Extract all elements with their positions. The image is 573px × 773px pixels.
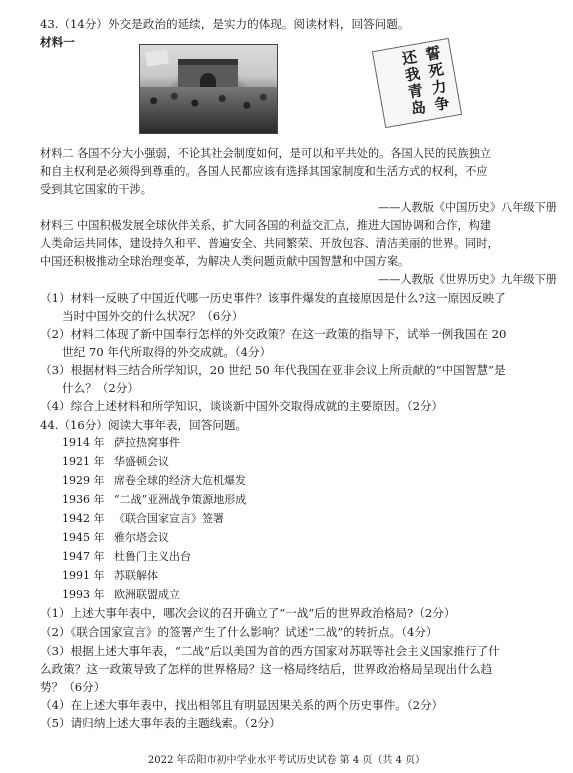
- q43-2-line1: （2）材料二体现了新中国奉行怎样的外交政策？在这一政策的指导下，试举一例我国在 20: [40, 327, 507, 341]
- timeline-row: [62, 569, 158, 582]
- q43-1-line2: 当时中国外交的什么状况？（6分）: [62, 309, 244, 323]
- timeline-year: 1936 年: [62, 493, 105, 506]
- q44-2: （2）《联合国家宣言》的签署产生了什么影响？试述“二战”的转折点。（4分）: [40, 625, 438, 639]
- photo-banner: [145, 50, 169, 67]
- m2-line1: 材料二 各国不分大小强弱，不论其社会制度如何，是可以和平共处的。各国人民的民族独立: [40, 147, 492, 160]
- q43-header: 43.（14分）外交是政治的延续，是实力的体现。阅读材料，回答问题。: [40, 17, 410, 31]
- timeline-row: [62, 588, 180, 601]
- q44-header: 44.（16分）阅读大事年表，回答问题。: [40, 418, 248, 432]
- timeline-event: 《联合国家宣言》签署: [114, 512, 224, 525]
- timeline-year: 1945 年: [62, 531, 105, 544]
- timeline-year: 1991 年: [62, 569, 105, 582]
- m2-line3: 受到其它国家的干涉。: [40, 183, 152, 196]
- timeline-row: [62, 493, 246, 506]
- timeline-row: [62, 474, 246, 487]
- slogan-col1: 誓死力争: [424, 43, 451, 115]
- timeline-year: 1942 年: [62, 512, 105, 525]
- timeline-year: 1914 年: [62, 436, 105, 449]
- q43-3-line1: （3）根据材料三结合所学知识，20 世纪 50 年代我国在亚非会议上所贡献的“中国智慧”是: [40, 363, 506, 377]
- timeline-row: [62, 550, 191, 563]
- slogan-col2: 还我青岛: [400, 47, 428, 119]
- page-footer: 2022 年岳阳市初中学业水平考试历史试卷 第 4 页（共 4 页）: [147, 755, 426, 766]
- q44-3-line1: （3）根据上述大事年表，“二战”后以美国为首的西方国家对苏联等社会主义国家推行了什: [40, 644, 500, 658]
- timeline-year: 1929 年: [62, 474, 105, 487]
- q44-4: （4）在上述大事年表中，找出相邻且有明显因果关系的两个历史事件。（2分）: [40, 698, 444, 712]
- q44-5: （5）请归纳上述大事年表的主题线索。（2分）: [40, 716, 281, 730]
- timeline-event: 萨拉热窝事件: [114, 436, 180, 449]
- m2-line2: 和自主权利是必须得到尊重的。各国人民都应该有选择其国家制度和生活方式的权利，不应: [40, 165, 488, 178]
- m3-line3: 中国还积极推动全球治理变革，为解决人类问题贡献中国智慧和中国方案。: [40, 255, 410, 268]
- timeline-row: [62, 512, 224, 525]
- m3-source: ——人教版《世界历史》九年级下册: [377, 273, 557, 286]
- timeline-row: [62, 531, 169, 544]
- q43-1-line1: （1）材料一反映了中国近代哪一历史事件？该事件爆发的直接原因是什么?这一原因反映了: [40, 291, 506, 305]
- q44-3-line3: 势？（6分）: [40, 680, 106, 694]
- timeline-row: [62, 436, 180, 449]
- m3-line2: 人类命运共同体，建设持久和平、普遍安全、共同繁荣、开放包容、清洁美丽的世界。同时，: [40, 237, 499, 250]
- timeline-event: 华盛顿会议: [114, 455, 169, 468]
- material1-label: 材料一: [40, 35, 75, 49]
- material1-photo: [139, 44, 278, 134]
- m2-source: ——人教版《中国历史》八年级下册: [377, 201, 557, 214]
- timeline-year: 1947 年: [62, 550, 105, 563]
- q43-3-line2: 什么？（2分）: [62, 381, 139, 395]
- timeline-event: 杜鲁门主义出台: [114, 550, 191, 563]
- timeline-event: 欧洲联盟成立: [114, 588, 180, 601]
- timeline-event: 苏联解体: [114, 569, 158, 582]
- q43-4-line1: （4）综合上述材料和所学知识，谈谈新中国外交取得成就的主要原因。（2分）: [40, 399, 444, 413]
- timeline-row: [62, 455, 169, 468]
- timeline-year: 1993 年: [62, 588, 105, 601]
- m3-line1: 材料三 中国积极发展全球伙伴关系，扩大同各国的利益交汇点，推进大国协调和合作，构建: [40, 219, 492, 232]
- photo-crowd: [140, 87, 277, 133]
- q44-3-line2: 么政策？这一政策导致了怎样的世界格局？这一格局终结后，世界政治格局呈现出什么趋: [40, 662, 493, 676]
- timeline-event: 席卷全球的经济大危机爆发: [114, 474, 246, 487]
- timeline-year: 1921 年: [62, 455, 105, 468]
- timeline-event: 雅尔塔会议: [114, 531, 169, 544]
- q43-2-line2: 世纪 70 年代所取得的外交成就。（4分）: [62, 345, 272, 359]
- slogan-placard: [372, 38, 462, 128]
- q44-1: （1）上述大事年表中，哪次会议的召开确立了“一战”后的世界政治格局?（2分）: [40, 606, 456, 620]
- timeline-event: “二战”亚洲战争策源地形成: [114, 493, 247, 506]
